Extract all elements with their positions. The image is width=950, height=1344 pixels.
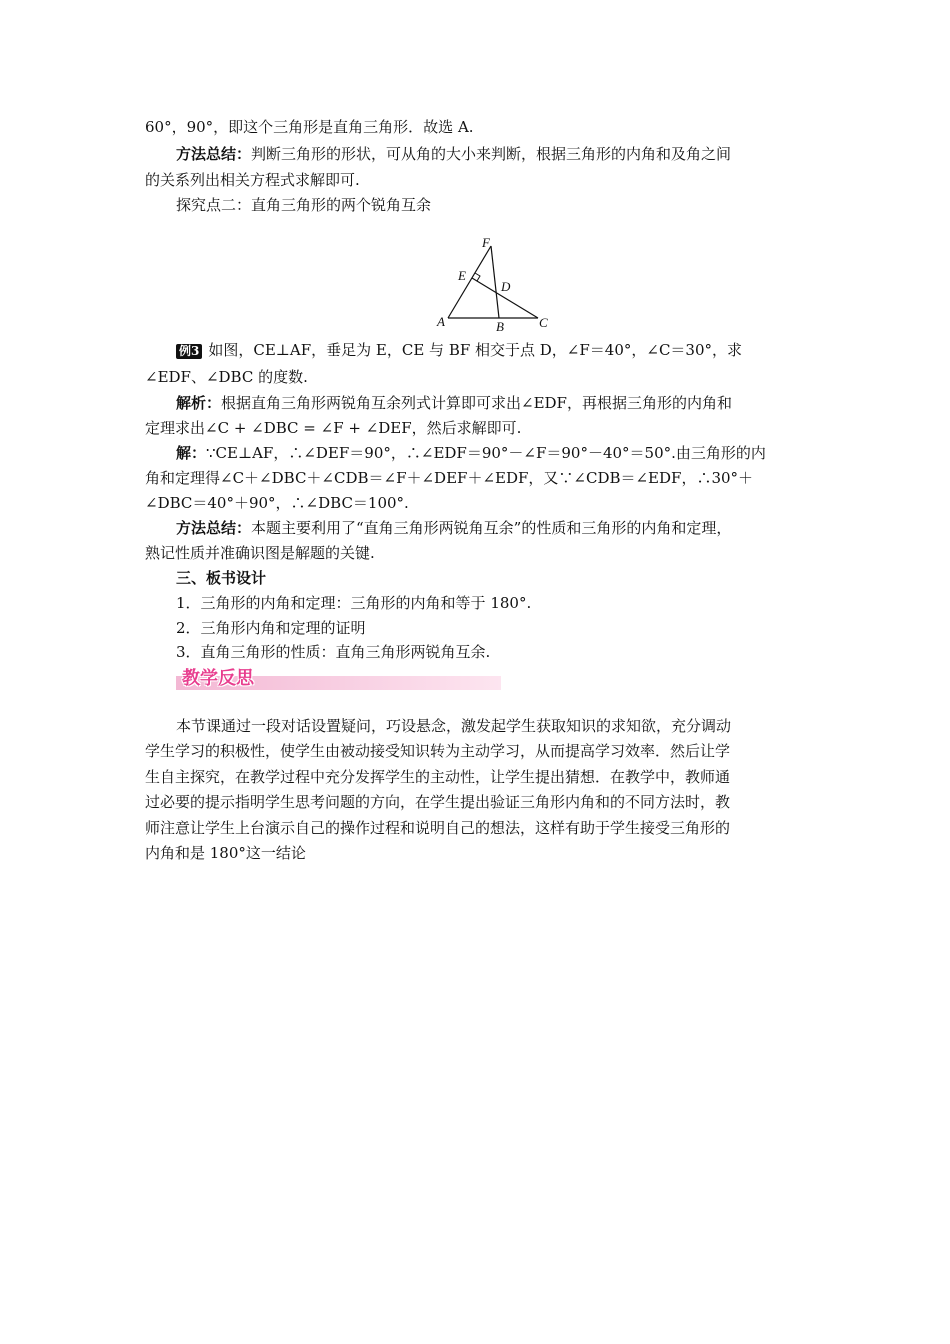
triangle-figure <box>430 236 560 336</box>
analysis-label: 解析： <box>176 394 222 412</box>
solution-label: 解： <box>176 444 207 462</box>
label-E: E <box>458 268 466 283</box>
reflection-title: 教学反思 <box>182 668 254 689</box>
reflection-line-5: 师注意让学生上台演示自己的操作过程和说明自己的想法，这样有助于学生接受三角形的 <box>145 819 731 837</box>
reflection-line-2: 学生学习的积极性，使学生由被动接受知识转为主动学习，从而提高学习效率．然后让学 <box>145 742 731 760</box>
label-B: B <box>496 319 504 334</box>
label-A: A <box>437 314 445 329</box>
label-D: D <box>501 279 511 294</box>
segment-FB <box>491 246 499 318</box>
label-C: C <box>539 315 548 330</box>
reflection-banner <box>176 664 501 690</box>
board-item-3: 3．直角三角形的性质：直角三角形两锐角互余. <box>176 643 491 661</box>
reflection-line-6: 内角和是 180°这一结论 <box>145 844 306 862</box>
text-line: 60°，90°，即这个三角形是直角三角形．故选 A. <box>145 118 474 136</box>
method-summary-2-line-2: 熟记性质并准确识图是解题的关键. <box>145 544 375 562</box>
analysis-line-1 <box>176 393 732 413</box>
analysis-text: 根据直角三角形两锐角互余列式计算即可求出∠EDF，再根据三角形的内角和 <box>221 394 732 412</box>
reflection-line-1: 本节课通过一段对话设置疑问，巧设悬念，激发起学生获取知识的求知欲，充分调动 <box>176 717 732 735</box>
solution-line-3: ∠DBC＝40°＋90°，∴∠DBC＝100°. <box>145 494 409 512</box>
text-line: 的关系列出相关方程式求解即可. <box>145 171 360 189</box>
solution-text: ∵CE⊥AF，∴∠DEF＝90°，∴∠EDF＝90°－∠F＝90°－40°＝50°.由三角形的内 <box>206 444 766 462</box>
board-item-1: 1．三角形的内角和定理：三角形的内角和等于 180°. <box>176 594 532 612</box>
method-summary-text: 判断三角形的形状，可从角的大小来判断，根据三角形的内角和及角之间 <box>251 145 732 163</box>
section-heading: 探究点二：直角三角形的两个锐角互余 <box>176 196 432 214</box>
reflection-line-4: 过必要的提示指明学生思考问题的方向，在学生提出验证三角形内角和的不同方法时，教 <box>145 793 731 811</box>
method-summary-1 <box>176 144 731 164</box>
method-summary-label: 方法总结： <box>176 145 252 163</box>
example-text: 如图，CE⊥AF，垂足为 E，CE 与 BF 相交于点 D，∠F＝40°，∠C＝30°，求 <box>208 341 743 359</box>
example-line-1 <box>176 340 742 360</box>
board-item-2: 2．三角形内角和定理的证明 <box>176 619 366 637</box>
method-summary-text: 本题主要利用了“直角三角形两锐角互余”的性质和三角形的内角和定理， <box>251 519 732 537</box>
solution-line-1 <box>176 443 766 463</box>
method-summary-label: 方法总结： <box>176 519 252 537</box>
example-line-2: ∠EDF、∠DBC 的度数. <box>145 368 308 386</box>
solution-line-2: 角和定理得∠C＋∠DBC＋∠CDB＝∠F＋∠DEF＋∠EDF，又∵∠CDB＝∠EDF，∴30°＋ <box>145 469 754 487</box>
reflection-line-3: 生自主探究，在教学过程中充分发挥学生的主动性，让学生提出猜想．在教学中，教师通 <box>145 768 731 786</box>
board-heading: 三、板书设计 <box>176 569 267 587</box>
method-summary-2-line-1 <box>176 518 731 538</box>
example-badge: 例3 <box>176 344 202 359</box>
segment-AF <box>448 246 491 318</box>
analysis-line-2: 定理求出∠C + ∠DBC = ∠F + ∠DEF，然后求解即可. <box>145 419 522 437</box>
label-F: F <box>482 236 490 250</box>
